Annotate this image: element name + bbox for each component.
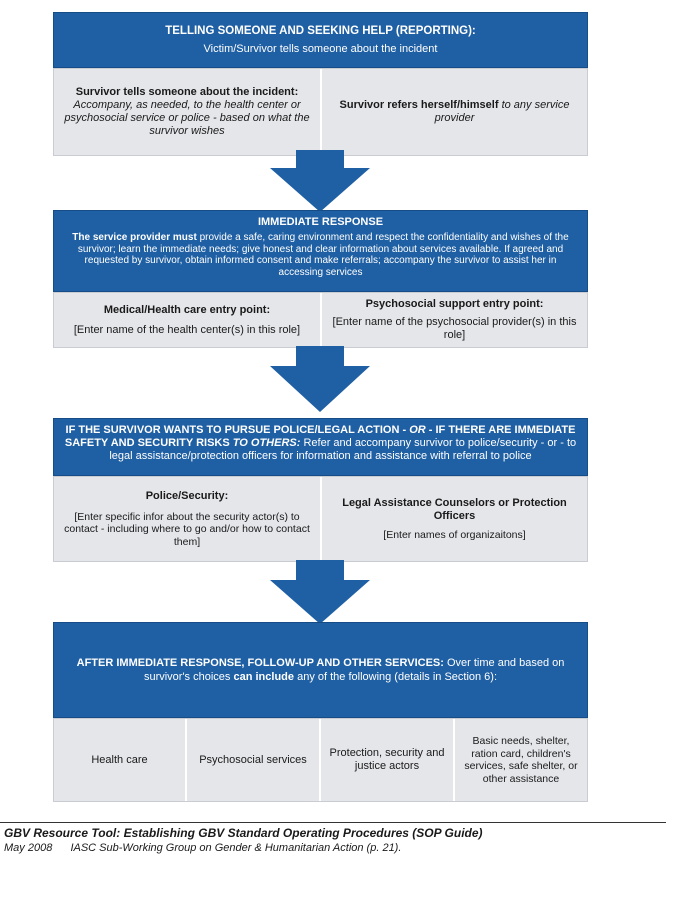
self-refer-lead: Survivor refers herself/himself — [339, 99, 499, 111]
service-health-care-label: Health care — [91, 753, 148, 766]
police-legal-heading-others: TO OTHERS: — [232, 437, 301, 449]
immediate-response-box — [53, 210, 588, 292]
immediate-response-title: IMMEDIATE RESPONSE — [257, 216, 384, 228]
reporting-header — [53, 12, 588, 68]
medical-entry-detail: [Enter name of the health center(s) in this role] — [73, 323, 301, 336]
follow-up-heading — [64, 656, 577, 684]
follow-up-services — [53, 718, 588, 802]
service-health-care — [54, 719, 185, 801]
footer-date: May 2008 — [4, 842, 53, 854]
police-legal-box — [53, 418, 588, 476]
immediate-response-must: The service provider must — [72, 232, 197, 243]
police-legal-options — [53, 476, 588, 562]
police-legal-heading-a: IF THE SURVIVOR WANTS TO PURSUE POLICE/LEGAL ACTION - — [65, 424, 407, 436]
flow-arrow-3 — [270, 560, 370, 624]
psychosocial-entry-point — [322, 293, 587, 347]
police-security-detail: [Enter specific infor about the security actor(s) to contact - including where to go and/or how to contact them] — [64, 510, 310, 548]
flow-arrow-1 — [270, 150, 370, 212]
psychosocial-entry-title: Psychosocial support entry point: — [365, 298, 544, 310]
police-legal-heading — [60, 424, 581, 463]
immediate-response-text: provide a safe, caring environment and respect the confidentiality and wishes of the survivor; learn the immediate needs; give honest and clear information about services available. If agreed and requested by survivor, obtain informed consent and make referrals; accompany the survivor to assist her in accessing services — [77, 232, 569, 278]
reporting-option-tells-someone — [54, 69, 320, 155]
entry-points — [53, 292, 588, 348]
reporting-option-detail: Accompany, as needed, to the health center or psychosocial service or police - based on what the survivor wishes — [64, 99, 310, 137]
medical-entry-title: Medical/Health care entry point: — [103, 303, 271, 316]
legal-assistance-detail: [Enter names of organizaitons] — [383, 528, 526, 541]
follow-up-heading-can: can include — [233, 671, 295, 683]
footer-credit: IASC Sub-Working Group on Gender & Humanitarian Action (p. 21). — [70, 842, 402, 854]
follow-up-heading-mid: Over time and based on survivor's choices — [143, 657, 565, 683]
police-legal-heading-b: - IF THERE ARE IMMEDIATE SAFETY AND SECURITY RISKS — [64, 424, 576, 449]
follow-up-heading-main: AFTER IMMEDIATE RESPONSE, FOLLOW-UP AND OTHER SERVICES: — [76, 657, 444, 669]
reporting-option-lead: Survivor tells someone about the incident: — [75, 86, 299, 98]
footer-title: GBV Resource Tool: Establishing GBV Standard Operating Procedures (SOP Guide) — [4, 826, 483, 840]
medical-entry-point — [54, 293, 320, 347]
police-security-option — [54, 477, 320, 561]
follow-up-box — [53, 622, 588, 718]
service-psychosocial-label: Psychosocial services — [199, 753, 307, 766]
service-psychosocial — [187, 719, 319, 801]
follow-up-heading-end: any of the following (details in Section 6): — [297, 671, 498, 683]
police-legal-heading-rest: Refer and accompany survivor to police/security - or - to legal assistance/protection officers for information and assistance with referral to police — [109, 437, 577, 462]
footer-credit-line — [4, 842, 664, 855]
service-basic-needs-label: Basic needs, shelter, ration card, children's services, safe shelter, or other assistance — [464, 735, 578, 785]
legal-assistance-option — [322, 477, 587, 561]
service-protection-label: Protection, security and justice actors — [329, 747, 445, 772]
service-protection — [321, 719, 453, 801]
self-refer-detail: to any service provider — [434, 99, 570, 124]
legal-assistance-title: Legal Assistance Counselors or Protection Officers — [342, 496, 567, 522]
service-basic-needs — [455, 719, 587, 801]
reporting-option-self-refer — [322, 69, 587, 155]
police-legal-heading-or: OR — [409, 424, 426, 436]
footer-rule — [0, 822, 666, 823]
reporting-options — [53, 68, 588, 156]
reporting-subtitle: Victim/Survivor tells someone about the incident — [203, 42, 438, 55]
reporting-title: TELLING SOMEONE AND SEEKING HELP (REPORTING): — [165, 24, 476, 37]
flow-arrow-2 — [270, 346, 370, 412]
psychosocial-entry-detail: [Enter name of the psychosocial provider(s) in this role] — [332, 316, 577, 341]
police-security-title: Police/Security: — [145, 489, 229, 502]
immediate-response-body — [62, 232, 579, 278]
